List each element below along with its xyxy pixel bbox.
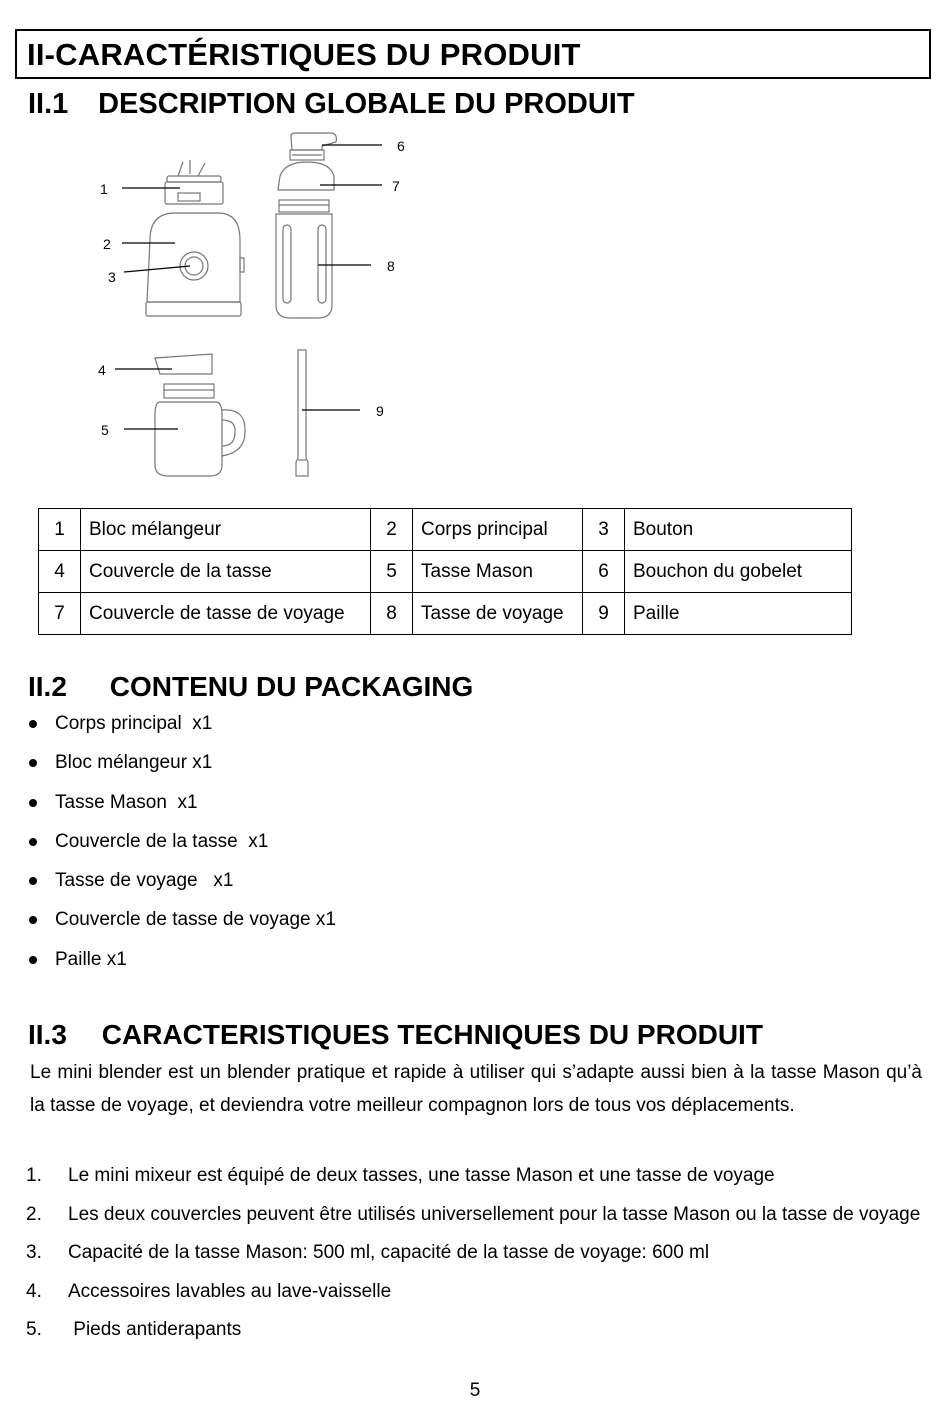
part-number: 2 [371,509,413,551]
travel-cup-illustration [276,200,332,318]
list-item [26,1160,922,1193]
part-label: Bloc mélangeur [81,509,371,551]
straw-illustration [296,350,308,476]
section-title: CONTENU DU PACKAGING [109,671,474,702]
part-number: 8 [371,593,413,635]
callout-3: 3 [108,269,116,285]
list-index: 5. [26,1319,42,1340]
list-item [26,1237,922,1270]
list-item: Bloc mélangeur x1 [26,749,336,788]
part-number: 5 [371,551,413,593]
section-heading-1 [28,88,635,121]
list-index: 2. [26,1203,42,1225]
callout-lines [115,145,382,429]
part-label: Paille [625,593,852,635]
list-text: Accessoires lavables au lave-vaisselle [68,1280,392,1302]
section-heading-2 [28,671,473,703]
specs-list [26,1160,922,1353]
section-title: CARACTERISTIQUES TECHNIQUES DU PRODUIT [101,1019,763,1050]
packaging-list [26,710,336,985]
travel-cap-illustration [290,133,336,160]
section-number: II.3 [28,1019,67,1050]
part-number: 1 [39,509,81,551]
list-index: 4. [26,1280,42,1302]
part-label: Bouton [625,509,852,551]
list-item: Couvercle de tasse de voyage x1 [26,906,336,945]
part-label: Corps principal [413,509,583,551]
list-text: Le mini mixeur est équipé de deux tasses, une tasse Mason et une tasse de voyage [68,1165,775,1186]
blade-unit-illustration [165,160,223,204]
callout-4: 4 [98,362,106,378]
intro-paragraph: Le mini blender est un blender pratique et rapide à utiliser qui s’adapte aussi bien à la tasse Mason qu’à la tasse de voyage, et deviendra votre meilleur compagnon lors de tous vos déplacements. [30,1062,922,1116]
part-label: Tasse Mason [413,551,583,593]
list-item: Tasse Mason x1 [26,789,336,828]
part-label: Tasse de voyage [413,593,583,635]
list-text: Capacité de la tasse Mason: 500 ml, capacité de la tasse de voyage: 600 ml [68,1242,710,1263]
list-text: Pieds antiderapants [68,1319,242,1340]
list-item: Tasse de voyage x1 [26,867,336,906]
part-number: 9 [583,593,625,635]
part-label: Couvercle de tasse de voyage [81,593,371,635]
part-number: 3 [583,509,625,551]
callout-7: 7 [392,178,400,194]
parts-table [38,508,852,635]
callout-5: 5 [101,422,109,438]
part-number: 7 [39,593,81,635]
table-row [39,551,852,593]
part-number: 4 [39,551,81,593]
list-index: 1. [26,1165,42,1186]
part-label: Bouchon du gobelet [625,551,852,593]
list-item [26,1199,922,1232]
page-title: II-CARACTÉRISTIQUES DU PRODUIT [27,37,581,72]
list-index: 3. [26,1242,42,1263]
callout-1: 1 [100,181,108,197]
product-diagram [0,120,950,500]
page-number: 5 [469,1380,481,1401]
part-label: Couvercle de la tasse [81,551,371,593]
section-title: DESCRIPTION GLOBALE DU PRODUIT [98,88,635,120]
section-title-box [15,29,931,79]
callout-9: 9 [376,403,384,419]
list-item [26,1314,922,1347]
callout-6: 6 [397,138,405,154]
callout-8: 8 [387,258,395,274]
callout-2: 2 [103,236,111,252]
table-row [39,593,852,635]
section-number: II.2 [28,671,67,702]
list-item: Couvercle de la tasse x1 [26,828,336,867]
section-number: II.1 [28,88,69,120]
list-item: Corps principal x1 [26,710,336,749]
travel-lid-illustration [278,162,334,190]
mason-cup-illustration [155,384,245,476]
list-item: Paille x1 [26,946,336,985]
part-number: 6 [583,551,625,593]
section-heading-3 [28,1019,763,1051]
mason-lid-illustration [155,354,212,374]
main-body-illustration [146,213,244,316]
table-row [39,509,852,551]
list-text: Les deux couvercles peuvent être utilisés universellement pour la tasse Mason ou la tasse de voyage [68,1203,921,1225]
list-item [26,1276,922,1309]
